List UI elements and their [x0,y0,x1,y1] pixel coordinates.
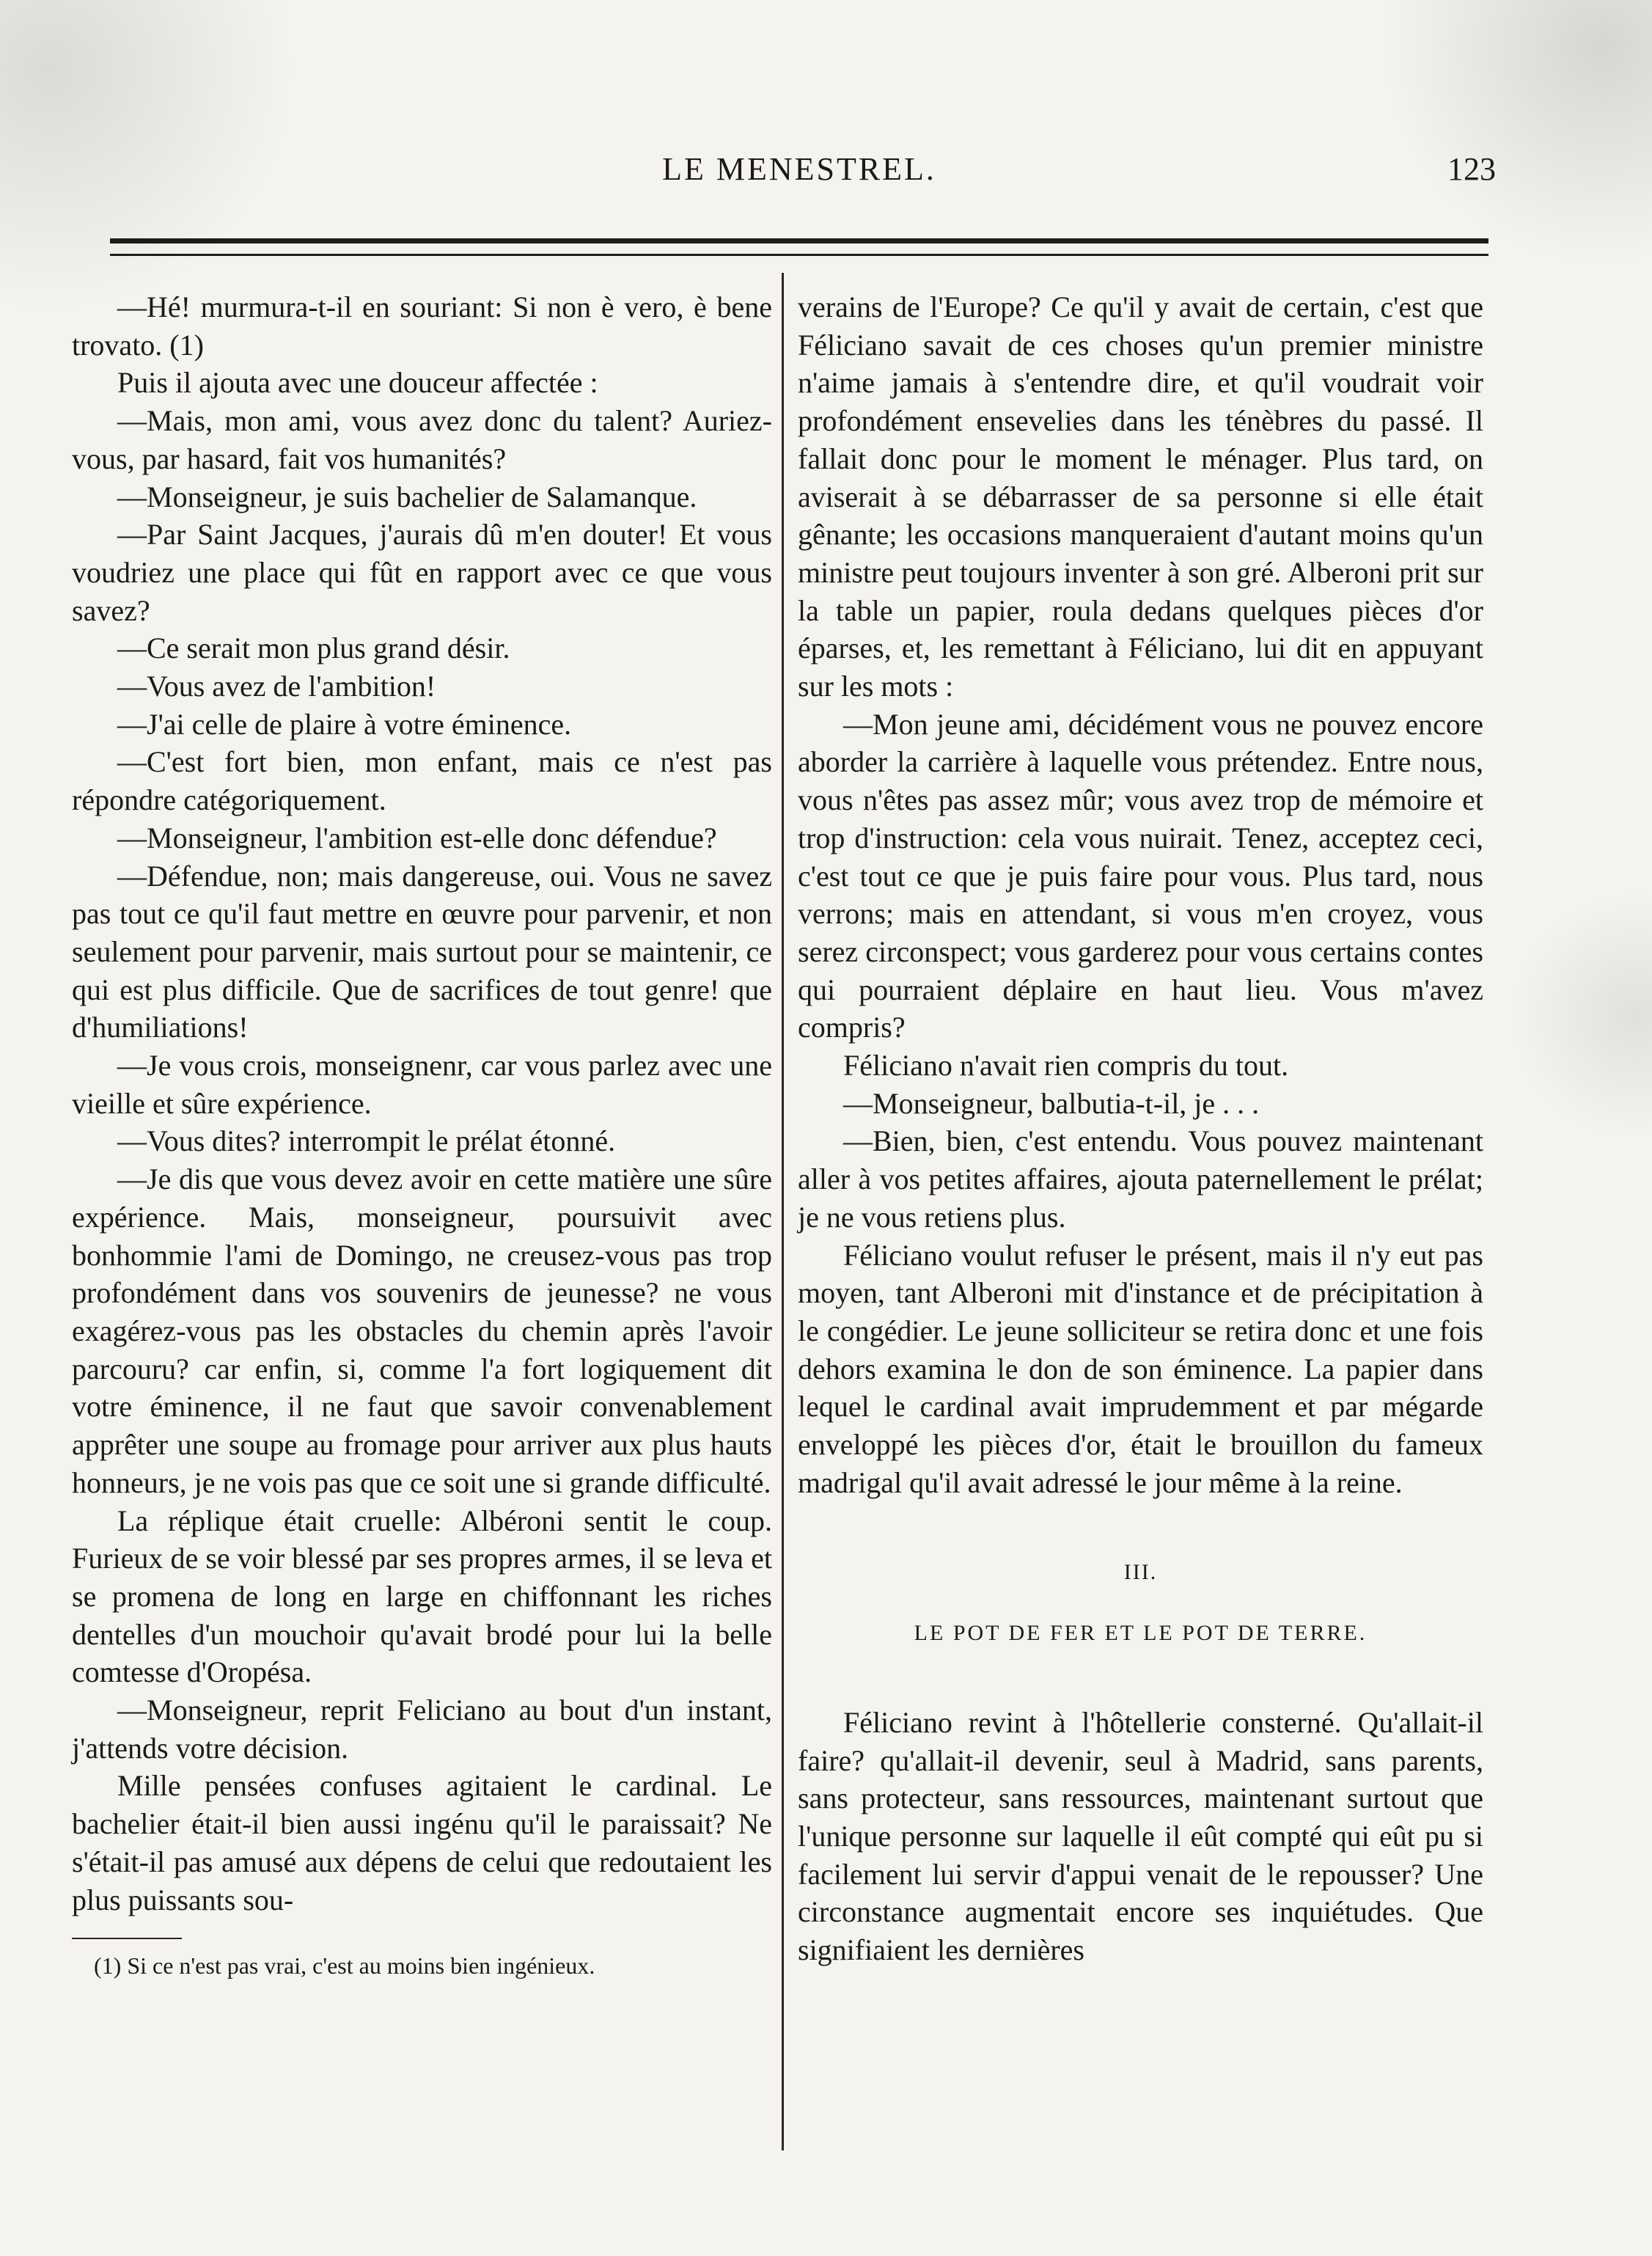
page-header [103,150,1496,202]
left-column [72,288,772,1982]
paragraph: Puis il ajouta avec une douceur affectée : [117,366,598,400]
paragraph: —Vous dites? interrompit le prélat étonné. [117,1124,616,1158]
paragraph: —Ce serait mon plus grand désir. [117,631,510,665]
paragraph: —Je vous crois, monseignenr, car vous parlez avec une vieille et sûre expérience. [72,1049,772,1120]
header-rule [110,238,1488,256]
paragraph: Féliciano revint à l'hôtellerie consterné. Qu'allait-il faire? qu'allait-il devenir, seul à Madrid, sans parents, sans protecteur, sans ressources, maintenant surtout que l'unique personne sur laquelle il eût compté qui eût pu si facilement lui servir d'appui venait de le repousser? Une circonstance augmentait encore ses inquiétudes. Que signifiaient les dernières [798,1705,1483,1967]
paragraph: —Mon jeune ami, décidément vous ne pouvez encore aborder la carrière à laquelle vous prétendez. Entre nous, vous n'êtes pas assez mûr; vous avez trop de mémoire et trop d'instruction: cela vous nuirait. Tenez, acceptez ceci, c'est tout ce que je puis faire pour vous. Plus tard, nous verrons; mais en attendant, si vous m'en croyez, vous serez circonspect; vous garderez pour vous certains contes qui pourraient déplaire en haut lieu. Vous m'avez compris? [798,707,1483,1044]
column-divider [782,273,784,2150]
paragraph: —Monseigneur, reprit Feliciano au bout d'un instant, j'attends votre décision. [72,1693,772,1765]
paragraph: —Bien, bien, c'est entendu. Vous pouvez maintenant aller à vos petites affaires, ajouta paternellement le prélat; je ne vous retiens plus. [798,1124,1483,1234]
paragraph: —Monseigneur, l'ambition est-elle donc défendue? [117,821,717,854]
paragraph: —Par Saint Jacques, j'aurais dû m'en douter! Et vous voudriez une place qui fût en rapport avec ce que vous savez? [72,518,772,627]
right-column [798,288,1483,1969]
paragraph: Féliciano n'avait rien compris du tout. [843,1049,1289,1083]
section-number: III. [1123,1559,1158,1584]
paragraph: —Défendue, non; mais dangereuse, oui. Vous ne savez pas tout ce qu'il faut mettre en œuvre pour parvenir, et non seulement pour parvenir, mais surtout pour se maintenir, ce qui est plus difficile. Que de sacrifices de tout genre! que d'humiliations! [72,859,772,1044]
paragraph: Mille pensées confuses agitaient le cardinal. Le bachelier était-il bien aussi ingénu qu'il le paraissait? Ne s'était-il pas amusé aux dépens de celui que redoutaient les plus puissants sou- [72,1769,772,1916]
paragraph: —C'est fort bien, mon enfant, mais ce n'est pas répondre catégoriquement. [72,745,772,817]
paragraph: —J'ai celle de plaire à votre éminence. [117,707,572,741]
paragraph: —Vous avez de l'ambition! [117,670,436,703]
paragraph: —Je dis que vous devez avoir en cette matière une sûre expérience. Mais, monseigneur, poursuivit avec bonhommie l'ami de Domingo, ne creusez-vous pas trop profondément dans vos souvenirs de jeunesse? ne vous exagérez-vous pas les obstacles du chemin après l'avoir parcouru? car enfin, si, comme l'a fort logiquement dit votre éminence, il ne faut que savoir convenablement apprêter une soupe au fromage pour arriver aux plus hauts honneurs, je ne vois pas que ce soit une si grande difficulté. [72,1162,772,1499]
paragraph: —Hé! murmura-t-il en souriant: Si non è vero, è bene trovato. (1) [72,290,772,362]
paragraph: La réplique était cruelle: Albéroni sentit le coup. Furieux de se voir blessé par ses propres armes, il se leva et se promena de long en large en chiffonnant les riches dentelles d'un mouchoir qu'avait brodé pour lui la belle comtesse d'Oropésa. [72,1504,772,1689]
page-number: 123 [1447,151,1496,187]
paragraph: —Mais, mon ami, vous avez donc du talent? Auriez-vous, par hasard, fait vos humanités? [72,404,772,475]
section-title: LE POT DE FER ET LE POT DE TERRE. [914,1621,1368,1646]
paragraph: —Monseigneur, balbutia-t-il, je . . . [843,1086,1260,1120]
running-title: LE MENESTREL. [662,151,936,187]
paragraph: Féliciano voulut refuser le présent, mais il n'y eut pas moyen, tant Alberoni mit d'instance et de précipitation à le congédier. Le jeune solliciteur se retira donc et une fois dehors examina le don de son éminence. La papier dans lequel le cardinal avait imprudemment et par mégarde enveloppé les pièces d'or, était le brouillon du fameux madrigal qu'il avait adressé le jour même à la reine. [798,1238,1483,1499]
footnote: (1) Si ce n'est pas vrai, c'est au moins bien ingénieux. [94,1952,595,1980]
paragraph: —Monseigneur, je suis bachelier de Salamanque. [117,480,697,513]
paragraph: verains de l'Europe? Ce qu'il y avait de certain, c'est que Féliciano savait de ces choses qu'un premier ministre n'aime jamais à s'entendre dire, et qu'il voudrait voir profondément ensevelies dans les ténèbres du passé. Il fallait donc pour le moment le ménager. Plus tard, on aviserait à se débarrasser de sa personne si elle était gênante; les occasions manqueraient d'autant moins qu'un ministre peut toujours inventer à son gré. Alberoni prit sur la table un papier, roula dedans quelques pièces d'or éparses, et, les remettant à Féliciano, lui dit en appuyant sur les mots : [798,290,1483,703]
footnote-rule [72,1938,182,1939]
